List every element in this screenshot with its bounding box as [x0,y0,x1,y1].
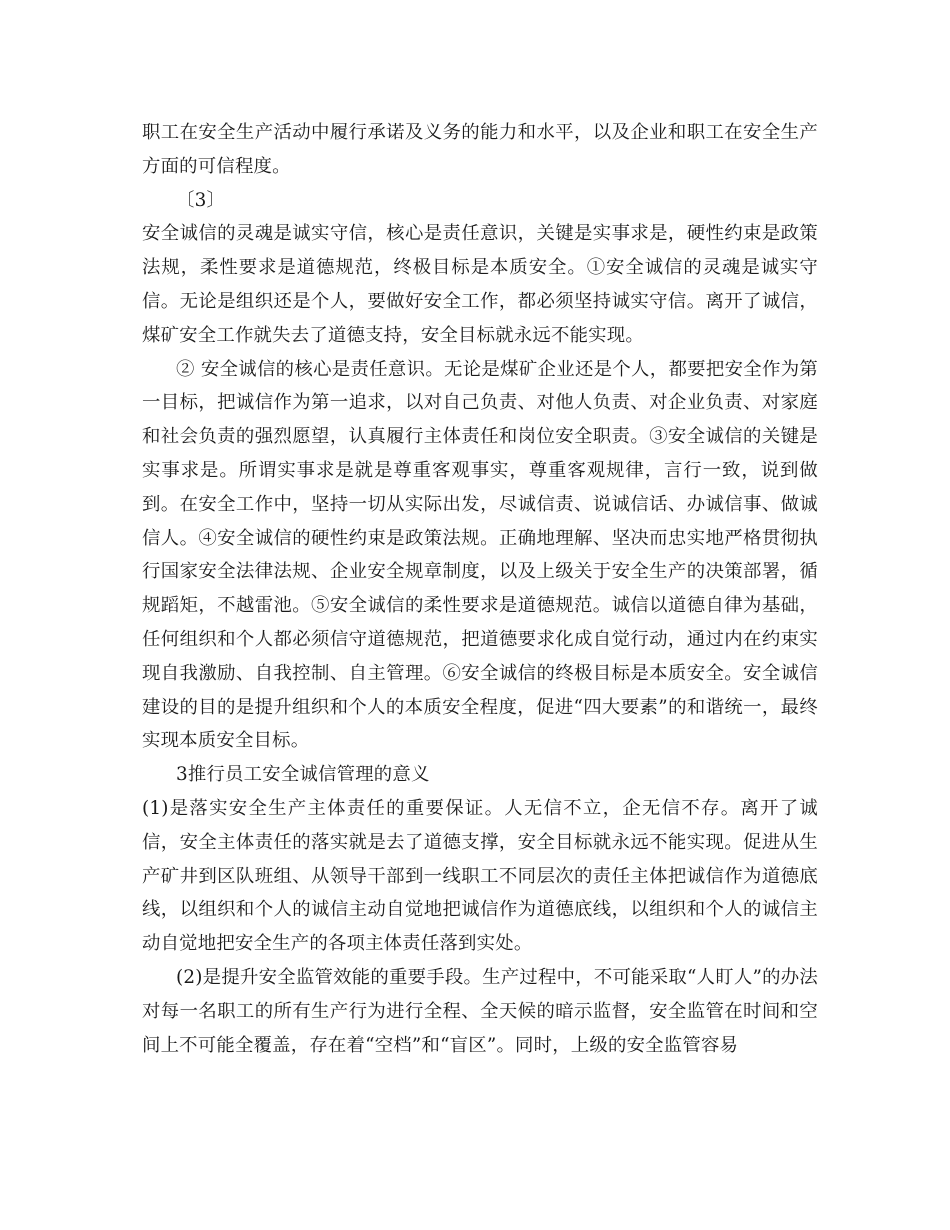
document-body [142,116,818,1062]
paragraph-3: 安全诚信的灵魂是诚实守信，核心是责任意识，关键是实事求是，硬性约束是政策法规，柔性要求是道德规范，终极目标是本质安全。①安全诚信的灵魂是诚实守信。无论是组织还是个人，要做好安全工作，都必须坚持诚实守信。离开了诚信，煤矿安全工作就失去了道德支持，安全目标就永远不能实现。 [142,223,818,346]
paragraph-2-section-number: 〔3〕 [176,189,226,211]
paragraph-4: ② 安全诚信的核心是责任意识。无论是煤矿企业还是个人，都要把安全作为第一目标，把诚信作为第一追求，以对自己负责、对他人负责、对企业负责、对家庭和社会负责的强烈愿望，认真履行主体责任和岗位安全职责。③安全诚信的关键是实事求是。所谓实事求是就是尊重客观事实，尊重客观规律，言行一致，说到做到。在安全工作中，坚持一切从实际出发，尽诚信责、说诚信话、办诚信事、做诚信人。④安全诚信的硬性约束是政策法规。正确地理解、坚决而忠实地严格贯彻执行国家安全法律法规、企业安全规章制度，以及上级关于安全生产的决策部署，循规蹈矩，不越雷池。⑤安全诚信的柔性要求是道德规范。诚信以道德自律为基础，任何组织和个人都必须信守道德规范，把道德要求化成自觉行动，通过内在约束实现自我激励、自我控制、自主管理。⑥安全诚信的终极目标是本质安全。安全诚信建设的目的是提升组织和个人的本质安全程度，促进“四大要素”的和谐统一，最终实现本质安全目标。 [142,358,818,752]
paragraph-7: (2)是提升安全监管效能的重要手段。生产过程中，不可能采取“人盯人”的办法对每一名职工的所有生产行为进行全程、全天候的暗示监督，安全监管在时间和空间上不可能全覆盖，存在着“空档”和“盲区”。同时，上级的安全监管容易 [142,966,818,1056]
section-heading: 3推行员工安全诚信管理的意义 [176,764,430,786]
paragraph-1: 职工在安全生产活动中履行承诺及义务的能力和水平，以及企业和职工在安全生产方面的可信程度。 [142,122,818,177]
paragraph-6: (1)是落实安全生产主体责任的重要保证。人无信不立，企无信不存。离开了诚信，安全主体责任的落实就是去了道德支撑，安全目标就永远不能实现。促进从生产矿井到区队班组、从领导干部到一线职工不同层次的责任主体把诚信作为道德底线，以组织和个人的诚信主动自觉地把诚信作为道德底线，以组织和个人的诚信主动自觉地把安全生产的各项主体责任落到实处。 [142,797,818,955]
